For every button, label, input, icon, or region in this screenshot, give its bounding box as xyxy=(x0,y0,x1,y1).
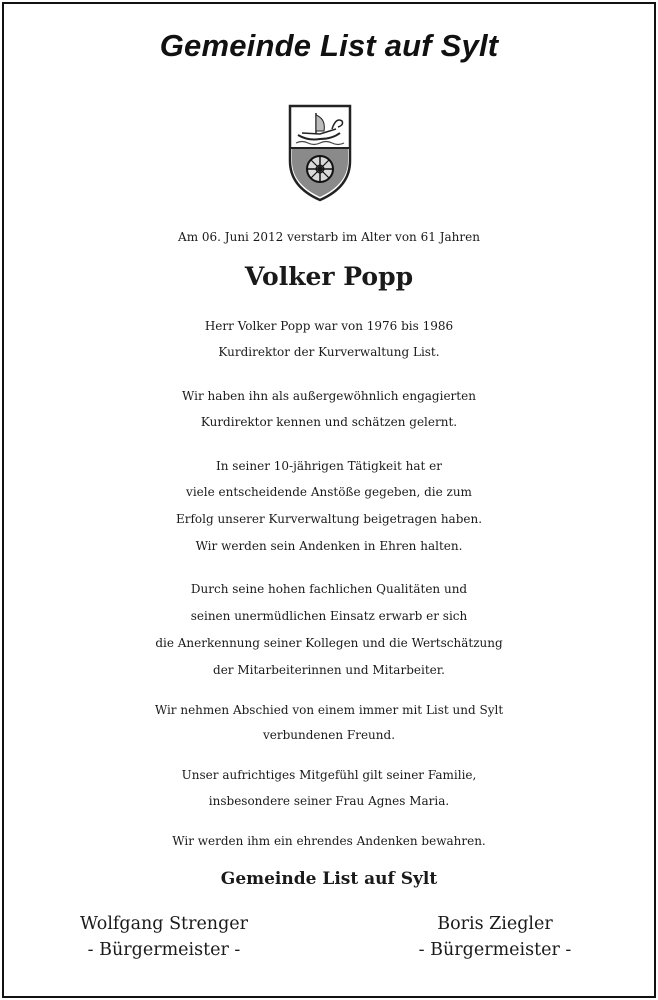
paragraph-line: die Anerkennung seiner Kollegen und die Wertschätzung xyxy=(155,636,503,650)
paragraph-line: insbesondere seiner Frau Agnes Maria. xyxy=(208,794,450,808)
paragraph-line: Kurdirektor der Kurverwaltung List. xyxy=(218,345,440,359)
paragraph-line: In seiner 10-jährigen Tätigkeit hat er xyxy=(216,459,442,473)
paragraph-line: Wir werden sein Andenken in Ehren halten. xyxy=(195,539,463,553)
signoff-organization: Gemeinde List auf Sylt xyxy=(220,869,438,889)
paragraph-line: Herr Volker Popp war von 1976 bis 1986 xyxy=(204,319,454,333)
paragraph-line: Erfolg unserer Kurverwaltung beigetragen haben. xyxy=(175,512,483,526)
signatory-name: Boris Ziegler xyxy=(437,914,553,934)
signatory-right xyxy=(380,911,610,963)
paragraph-line: seinen unermüdlichen Einsatz erwarb er sich xyxy=(190,609,468,623)
paragraph-line: der Mitarbeiterinnen und Mitarbeiter. xyxy=(213,663,445,677)
signatory-left xyxy=(48,911,280,963)
paragraph-line: Wir werden ihm ein ehrendes Andenken bewahren. xyxy=(172,834,486,848)
intro-text: Am 06. Juni 2012 verstarb im Alter von 61 Jahren xyxy=(178,230,480,244)
paragraph-line: Kurdirektor kennen und schätzen gelernt. xyxy=(200,415,458,429)
signatory-name: Wolfgang Strenger xyxy=(79,914,249,934)
paragraph-line: Durch seine hohen fachlichen Qualitäten und xyxy=(190,582,468,596)
paragraph-line: Unser aufrichtiges Mitgefühl gilt seiner Familie, xyxy=(181,768,477,782)
paragraph-line: viele entscheidende Anstöße gegeben, die zum xyxy=(186,485,472,499)
paragraph-line: Wir nehmen Abschied von einem immer mit List und Sylt xyxy=(154,703,504,717)
paragraph-line: verbundenen Freund. xyxy=(262,728,396,742)
signatory-role: - Bürgermeister - xyxy=(418,940,572,960)
page-title: Gemeinde List auf Sylt xyxy=(159,28,499,63)
deceased-name: Volker Popp xyxy=(244,262,414,291)
coat-of-arms-icon xyxy=(286,103,354,203)
paragraph-line: Wir haben ihn als außergewöhnlich engagierten xyxy=(182,389,476,403)
signatory-role: - Bürgermeister - xyxy=(87,940,241,960)
